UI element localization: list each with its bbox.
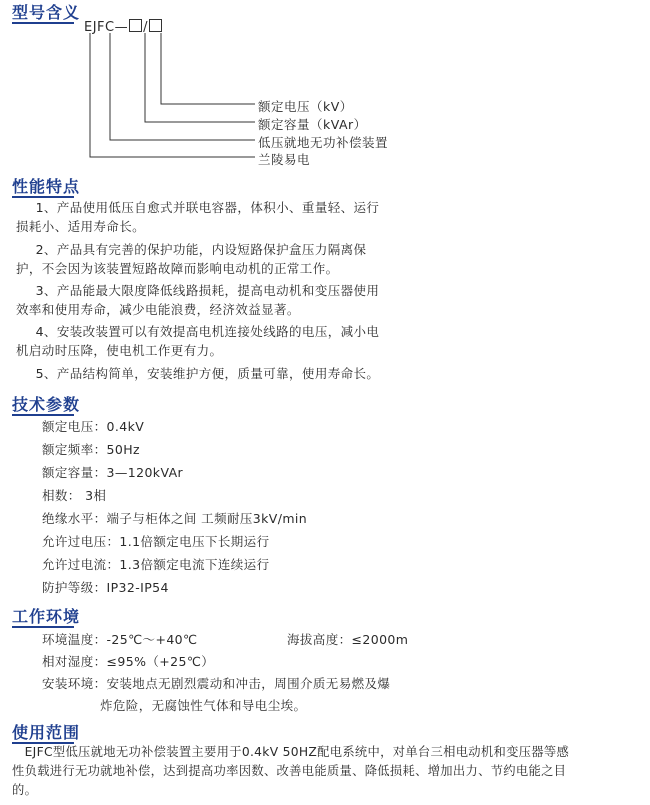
model-legend-capacity: 额定容量（kVAr） [258,117,367,132]
spec-phases: 相数： 3相 [42,488,107,503]
model-legend-device: 低压就地无功补偿装置 [258,135,389,150]
model-heading: 型号含义 [12,3,81,22]
spec-rated-frequency: 额定频率：50Hz [42,442,140,457]
tech-heading: 技术参数 [12,395,81,414]
model-legend-voltage: 额定电压（kV） [258,99,353,114]
env-temperature: 环境温度：-25℃～+40℃ [42,632,198,647]
model-code-separator: / [143,20,148,35]
feature-item-1: 1、产品使用低压自愈式并联电容器，体积小、重量轻、运行 损耗小、适用寿命长。 [16,200,380,234]
spec-overvoltage: 允许过电压：1.1倍额定电压下长期运行 [42,534,270,549]
model-legend-brand: 兰陵易电 [258,152,311,167]
env-altitude: 海拔高度：≤2000m [287,632,409,647]
model-code-prefix: EJFC— [84,20,129,35]
feature-item-2: 2、产品具有完善的保护功能，内设短路保护盒压力隔离保 护，不会因为该装置短路故障而影响电动机的正常工作。 [16,242,367,276]
spec-rated-voltage: 额定电压：0.4kV [42,419,145,434]
feature-item-4: 4、安装改装置可以有效提高电机连接处线路的电压，减小电 机启动时压降，使电机工作更有力。 [16,324,380,358]
usage-paragraph: EJFC型低压就地无功补偿装置主要用于0.4kV 50HZ配电系统中，对单台三相电动机和变压器等感 性负载进行无功就地补偿，达到提高功率因数、改善电能质量、降低损耗、增加出力、节约电能之目 的。 [12,745,570,797]
brand-leader-line [90,33,255,157]
spec-protection: 防护等级：IP32-IP54 [42,580,169,595]
spec-insulation: 绝缘水平：端子与柜体之间 工频耐压3kV/min [42,511,308,526]
env-install-line-2: 炸危险，无腐蚀性气体和导电尘埃。 [100,698,307,713]
heading-underline [12,414,74,416]
feature-item-5: 5、产品结构简单，安装维护方便，质量可靠，使用寿命长。 [35,366,380,381]
spec-rated-capacity: 额定容量：3—120kVAr [42,465,184,480]
device-leader-line [110,33,255,140]
env-install-line-1: 安装环境：安装地点无剧烈震动和冲击，周围介质无易燃及爆 [42,676,391,691]
features-heading: 性能特点 [12,177,81,196]
spec-overcurrent: 允许过电流：1.3倍额定电流下连续运行 [42,557,270,572]
feature-item-3: 3、产品能最大限度降低线路损耗，提高电动机和变压器使用 效率和使用寿命，减少电能浪费，经济效益显著。 [16,283,380,317]
heading-underline [12,626,74,628]
usage-heading: 使用范围 [12,723,81,742]
env-humidity: 相对湿度：≤95%（+25℃） [42,654,215,669]
env-heading: 工作环境 [12,607,81,626]
voltage-leader-line [161,33,255,104]
